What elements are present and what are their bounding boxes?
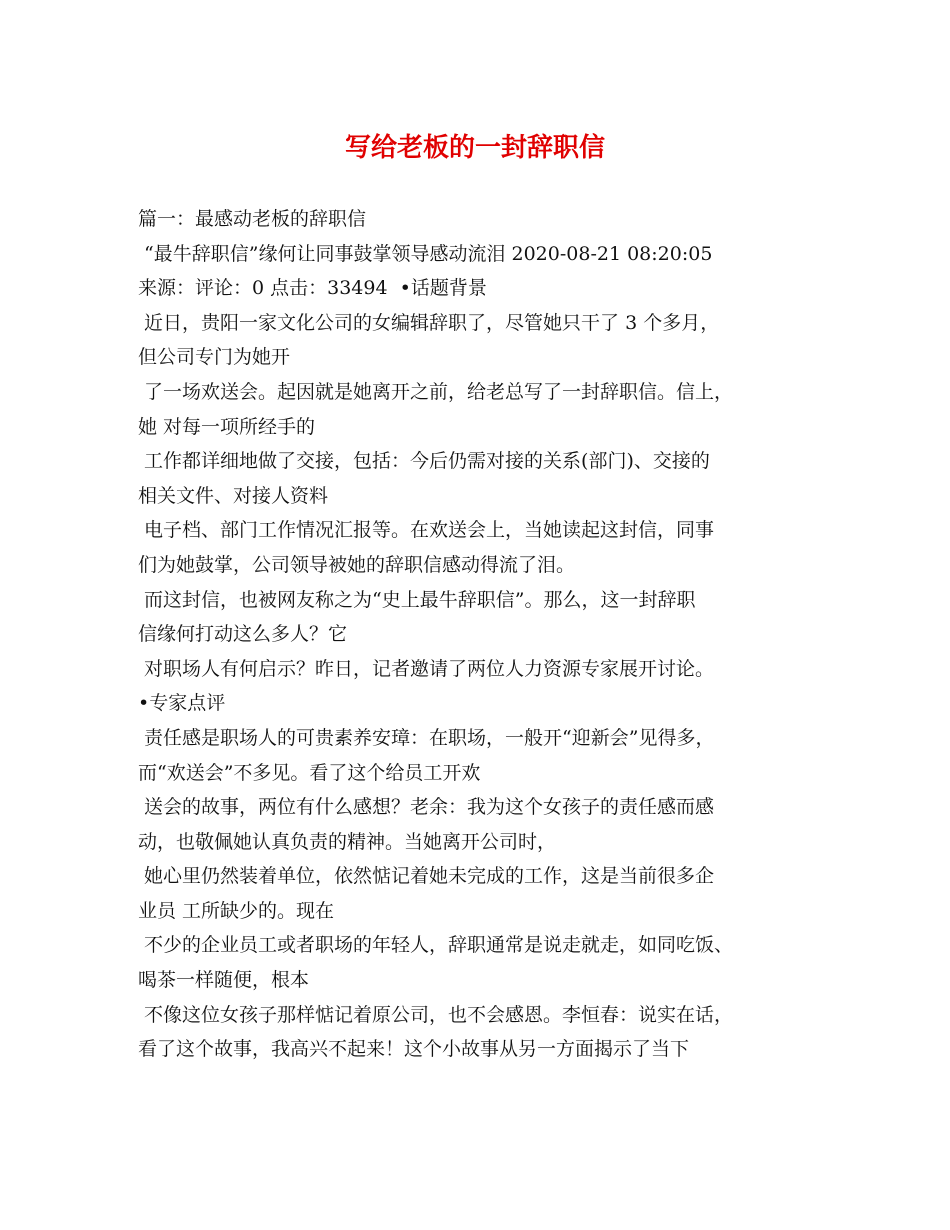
text-line: “最牛辞职信”缘何让同事鼓掌领导感动流泪 2020-08-21 08:20:05	[138, 242, 713, 265]
text-line: 她心里仍然装着单位，依然惦记着她未完成的工作，这是当前很多企	[138, 865, 715, 888]
text-line: 她 对每一项所经手的	[138, 415, 316, 438]
text-line: 电子档、部门工作情况汇报等。在欢送会上，当她读起这封信，同事	[138, 519, 715, 542]
text-line: 篇一：最感动老板的辞职信	[138, 208, 367, 230]
text-line: 相关文件、对接人资料	[138, 484, 329, 507]
text-line: 而这封信，也被网友称之为“史上最牛辞职信”。那么，这一封辞职	[138, 588, 696, 611]
text-line: 动，也敬佩她认真负责的精神。当她离开公司时，	[138, 830, 557, 853]
text-line: 责任感是职场人的可贵素养安璋：在职场，一般开“迎新会”见得多，	[138, 726, 715, 749]
text-line: 来源：评论：0 点击：33494 •话题背景	[138, 277, 487, 300]
document-title: 写给老板的一封辞职信	[344, 133, 605, 163]
text-line: 喝茶一样随便，根本	[138, 969, 310, 992]
text-line: •专家点评	[138, 692, 226, 715]
text-line: 送会的故事，两位有什么感想？老余：我为这个女孩子的责任感而感	[138, 796, 715, 819]
text-line: 们为她鼓掌，公司领导被她的辞职信感动得流了泪。	[138, 553, 576, 576]
text-line: 看了这个故事，我高兴不起来！这个小故事从另一方面揭示了当下	[138, 1038, 690, 1061]
document-body	[138, 202, 828, 1067]
text-line: 但公司专门为她开	[138, 346, 291, 369]
text-line: 对职场人有何启示？昨日，记者邀请了两位人力资源专家展开讨论。	[138, 657, 715, 680]
text-line: 业员 工所缺少的。现在	[138, 899, 335, 922]
text-line: 不像这位女孩子那样惦记着原公司，也不会感恩。李恒春：说实在话，	[138, 1003, 734, 1026]
text-line: 而“欢送会”不多见。看了这个给员工开欢	[138, 761, 481, 784]
text-line: 不少的企业员工或者职场的年轻人，辞职通常是说走就走，如同吃饭、	[138, 934, 734, 957]
text-line: 了一场欢送会。起因就是她离开之前，给老总写了一封辞职信。信上，	[138, 380, 734, 403]
text-line: 近日，贵阳一家文化公司的女编辑辞职了，尽管她只干了 3 个多月，	[138, 311, 720, 334]
text-line: 信缘何打动这么多人？它	[138, 623, 348, 646]
text-line: 工作都详细地做了交接，包括：今后仍需对接的关系(部门)、交接的	[138, 450, 710, 473]
